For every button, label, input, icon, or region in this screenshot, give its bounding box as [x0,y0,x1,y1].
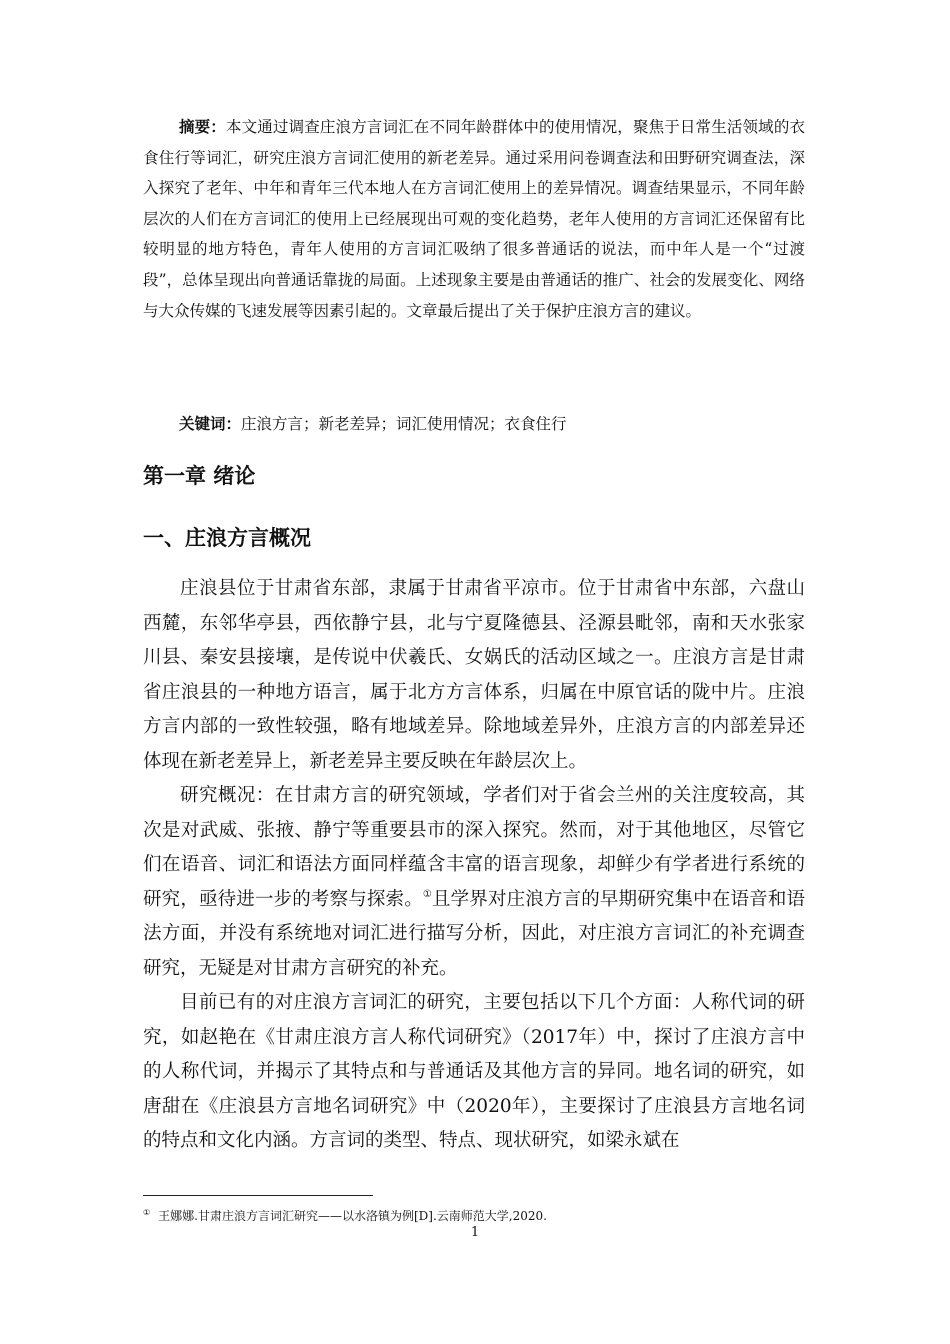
abstract-label: 摘要： [179,118,226,136]
body-text [143,572,805,1159]
abstract-paragraph [143,112,805,326]
body-paragraph-2 [143,779,805,986]
paragraph-2-text-b: 且学界对庄浪方言的早期研究集中在语音和语法方面，并没有系统地对词汇进行描写分析，因此，对庄浪方言词汇的补充调查研究，无疑是对甘肃方言研究的补充。 [143,888,805,979]
footnote-text: 王娜娜.甘肃庄浪方言词汇研究——以水洛镇为例[D].云南师范大学,2020. [158,1209,547,1223]
abstract-text: 本文通过调查庄浪方言词汇在不同年龄群体中的使用情况，聚焦于日常生活领域的衣食住行等词汇，研究庄浪方言词汇使用的新老差异。通过采用问卷调查法和田野研究调查法，深入探究了老年、中年和青年三代本地人在方言词汇使用上的差异情况。调查结果显示，不同年龄层次的人们在方言词汇的使用上已经展现出可观的变化趋势，老年人使用的方言词汇还保留有比较明显的地方特色，青年人使用的方言词汇吸纳了很多普通话的说法，而中年人是一个“过渡段”，总体呈现出向普通话靠拢的局面。上述现象主要是由普通话的推广、社会的发展变化、网络与大众传媒的飞速发展等因素引起的。文章最后提出了关于保护庄浪方言的建议。 [143,118,805,320]
footnote [143,1207,547,1225]
keywords-line [143,409,805,439]
body-paragraph-3: 目前已有的对庄浪方言词汇的研究，主要包括以下几个方面：人称代词的研究，如赵艳在《甘肃庄浪方言人称代词研究》（2017年）中，探讨了庄浪方言中的人称代词，并揭示了其特点和与普通话及其他方言的异同。地名词的研究，如唐甜在《庄浪县方言地名词研究》中（2020年），主要探讨了庄浪县方言地名词的特点和文化内涵。方言词的类型、特点、现状研究，如梁永斌在 [143,992,805,1151]
page-number: 1 [470,1225,480,1240]
keywords-text: 庄浪方言；新老差异；词汇使用情况；衣食住行 [241,415,567,433]
body-paragraph-1: 庄浪县位于甘肃省东部，隶属于甘肃省平凉市。位于甘肃省中东部，六盘山西麓，东邻华亭县，西依静宁县，北与宁夏隆德县、泾源县毗邻，南和天水张家川县、秦安县接壤，是传说中伏羲氏、女娲氏的活动区域之一。庄浪方言是甘肃省庄浪县的一种地方语言，属于北方方言体系，归属在中原官话的陇中片。庄浪方言内部的一致性较强，略有地域差异。除地域差异外，庄浪方言的内部差异还体现在新老差异上，新老差异主要反映在年龄层次上。 [143,578,805,772]
footnote-reference[interactable]: ① [422,888,432,900]
paragraph-2-text-a: 研究概况：在甘肃方言的研究领域，学者们对于省会兰州的关注度较高，其次是对武威、张掖、静宁等重要县市的深入探究。然而，对于其他地区，尽管它们在语音、词汇和语法方面同样蕴含丰富的语言现象，却鲜少有学者进行系统的研究，亟待进一步的考察与探索。 [143,785,805,910]
chapter-title: 第一章 绪论 [143,464,256,488]
section-title: 一、庄浪方言概况 [143,526,311,550]
keywords-label: 关键词： [179,415,242,433]
footnote-divider [143,1195,373,1196]
footnote-mark: ① [143,1208,151,1217]
